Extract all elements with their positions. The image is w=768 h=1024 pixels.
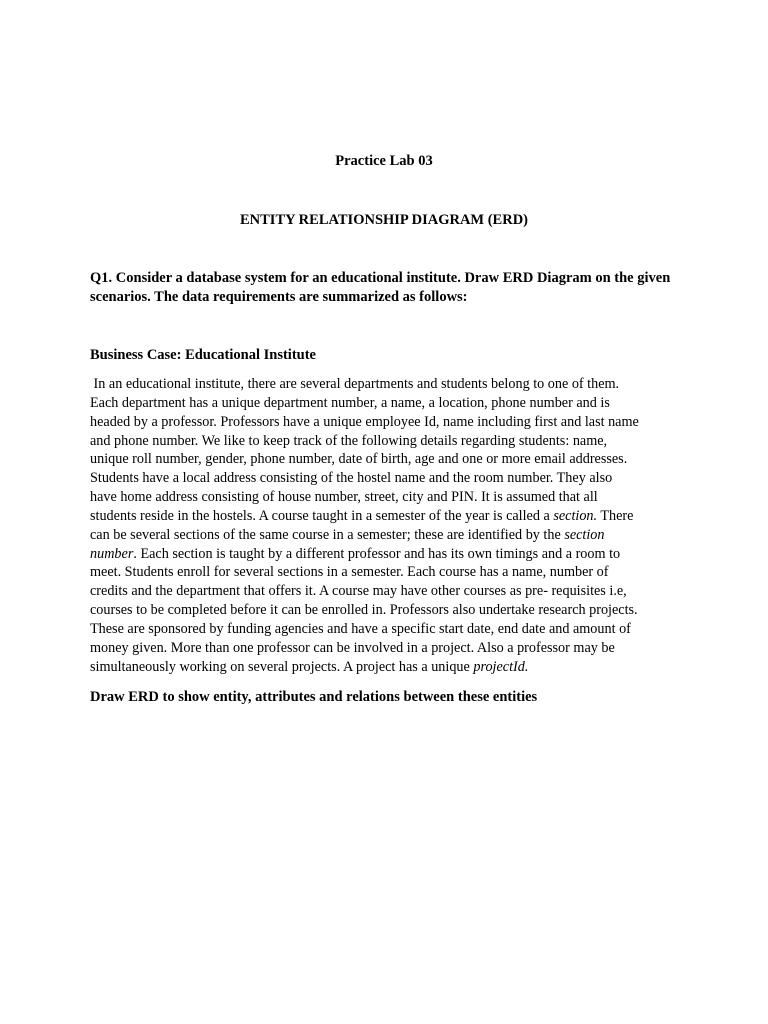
paragraph-line: Students have a local address consisting of the hostel name and the room number. They also <box>90 470 613 487</box>
paragraph-line: Each department has a unique department number, a name, a location, phone number and is <box>90 394 610 411</box>
italic-term: section <box>564 526 605 543</box>
paragraph-line: unique roll number, gender, phone number, date of birth, age and one or more email addresses. <box>90 451 628 468</box>
paragraph-line: courses to be completed before it can be enrolled in. Professors also undertake research projects. <box>90 602 638 619</box>
question-text: Q1. Consider a database system for an educational institute. Draw ERD Diagram on the given scenarios. The data requirements are summarized as follows: <box>90 270 671 305</box>
paragraph-line <box>90 507 686 526</box>
text-run: can be several sections of the same course in a semester; these are identified by the <box>90 526 565 543</box>
paragraph-line: money given. More than one professor can be involved in a project. Also a professor may be <box>90 639 615 656</box>
page-title: Practice Lab 03 <box>335 153 433 169</box>
paragraph-line: have home address consisting of house number, street, city and PIN. It is assumed that all <box>90 489 598 506</box>
italic-term: section. <box>553 507 598 524</box>
business-case-heading: Business Case: Educational Institute <box>90 347 316 363</box>
paragraph-line <box>90 526 686 545</box>
business-case-paragraph <box>90 375 686 677</box>
text-run: simultaneously working on several projects. A project has a unique <box>90 658 474 675</box>
paragraph-line <box>90 545 686 564</box>
italic-term: projectId. <box>473 658 529 675</box>
paragraph-line: In an educational institute, there are several departments and students belong to one of them. <box>90 376 620 392</box>
paragraph-line <box>90 658 686 677</box>
italic-term: number <box>90 545 134 562</box>
paragraph-line: and phone number. We like to keep track of the following details regarding students: name, <box>90 432 608 449</box>
section-heading: ENTITY RELATIONSHIP DIAGRAM (ERD) <box>239 212 529 228</box>
paragraph-line: meet. Students enroll for several sections in a semester. Each course has a name, number of <box>90 564 609 581</box>
text-run: There <box>597 507 634 524</box>
instruction-text: Draw ERD to show entity, attributes and relations between these entities <box>90 689 538 705</box>
paragraph-line: headed by a professor. Professors have a unique employee Id, name including first and last name <box>90 413 639 430</box>
paragraph-line: credits and the department that offers it. A course may have other courses as pre- requisites i.e, <box>90 583 627 600</box>
text-run: . Each section is taught by a different professor and has its own timings and a room to <box>133 545 621 562</box>
paragraph-line: These are sponsored by funding agencies and have a specific start date, end date and amount of <box>90 620 631 637</box>
text-run: students reside in the hostels. A course taught in a semester of the year is called a <box>90 507 554 524</box>
